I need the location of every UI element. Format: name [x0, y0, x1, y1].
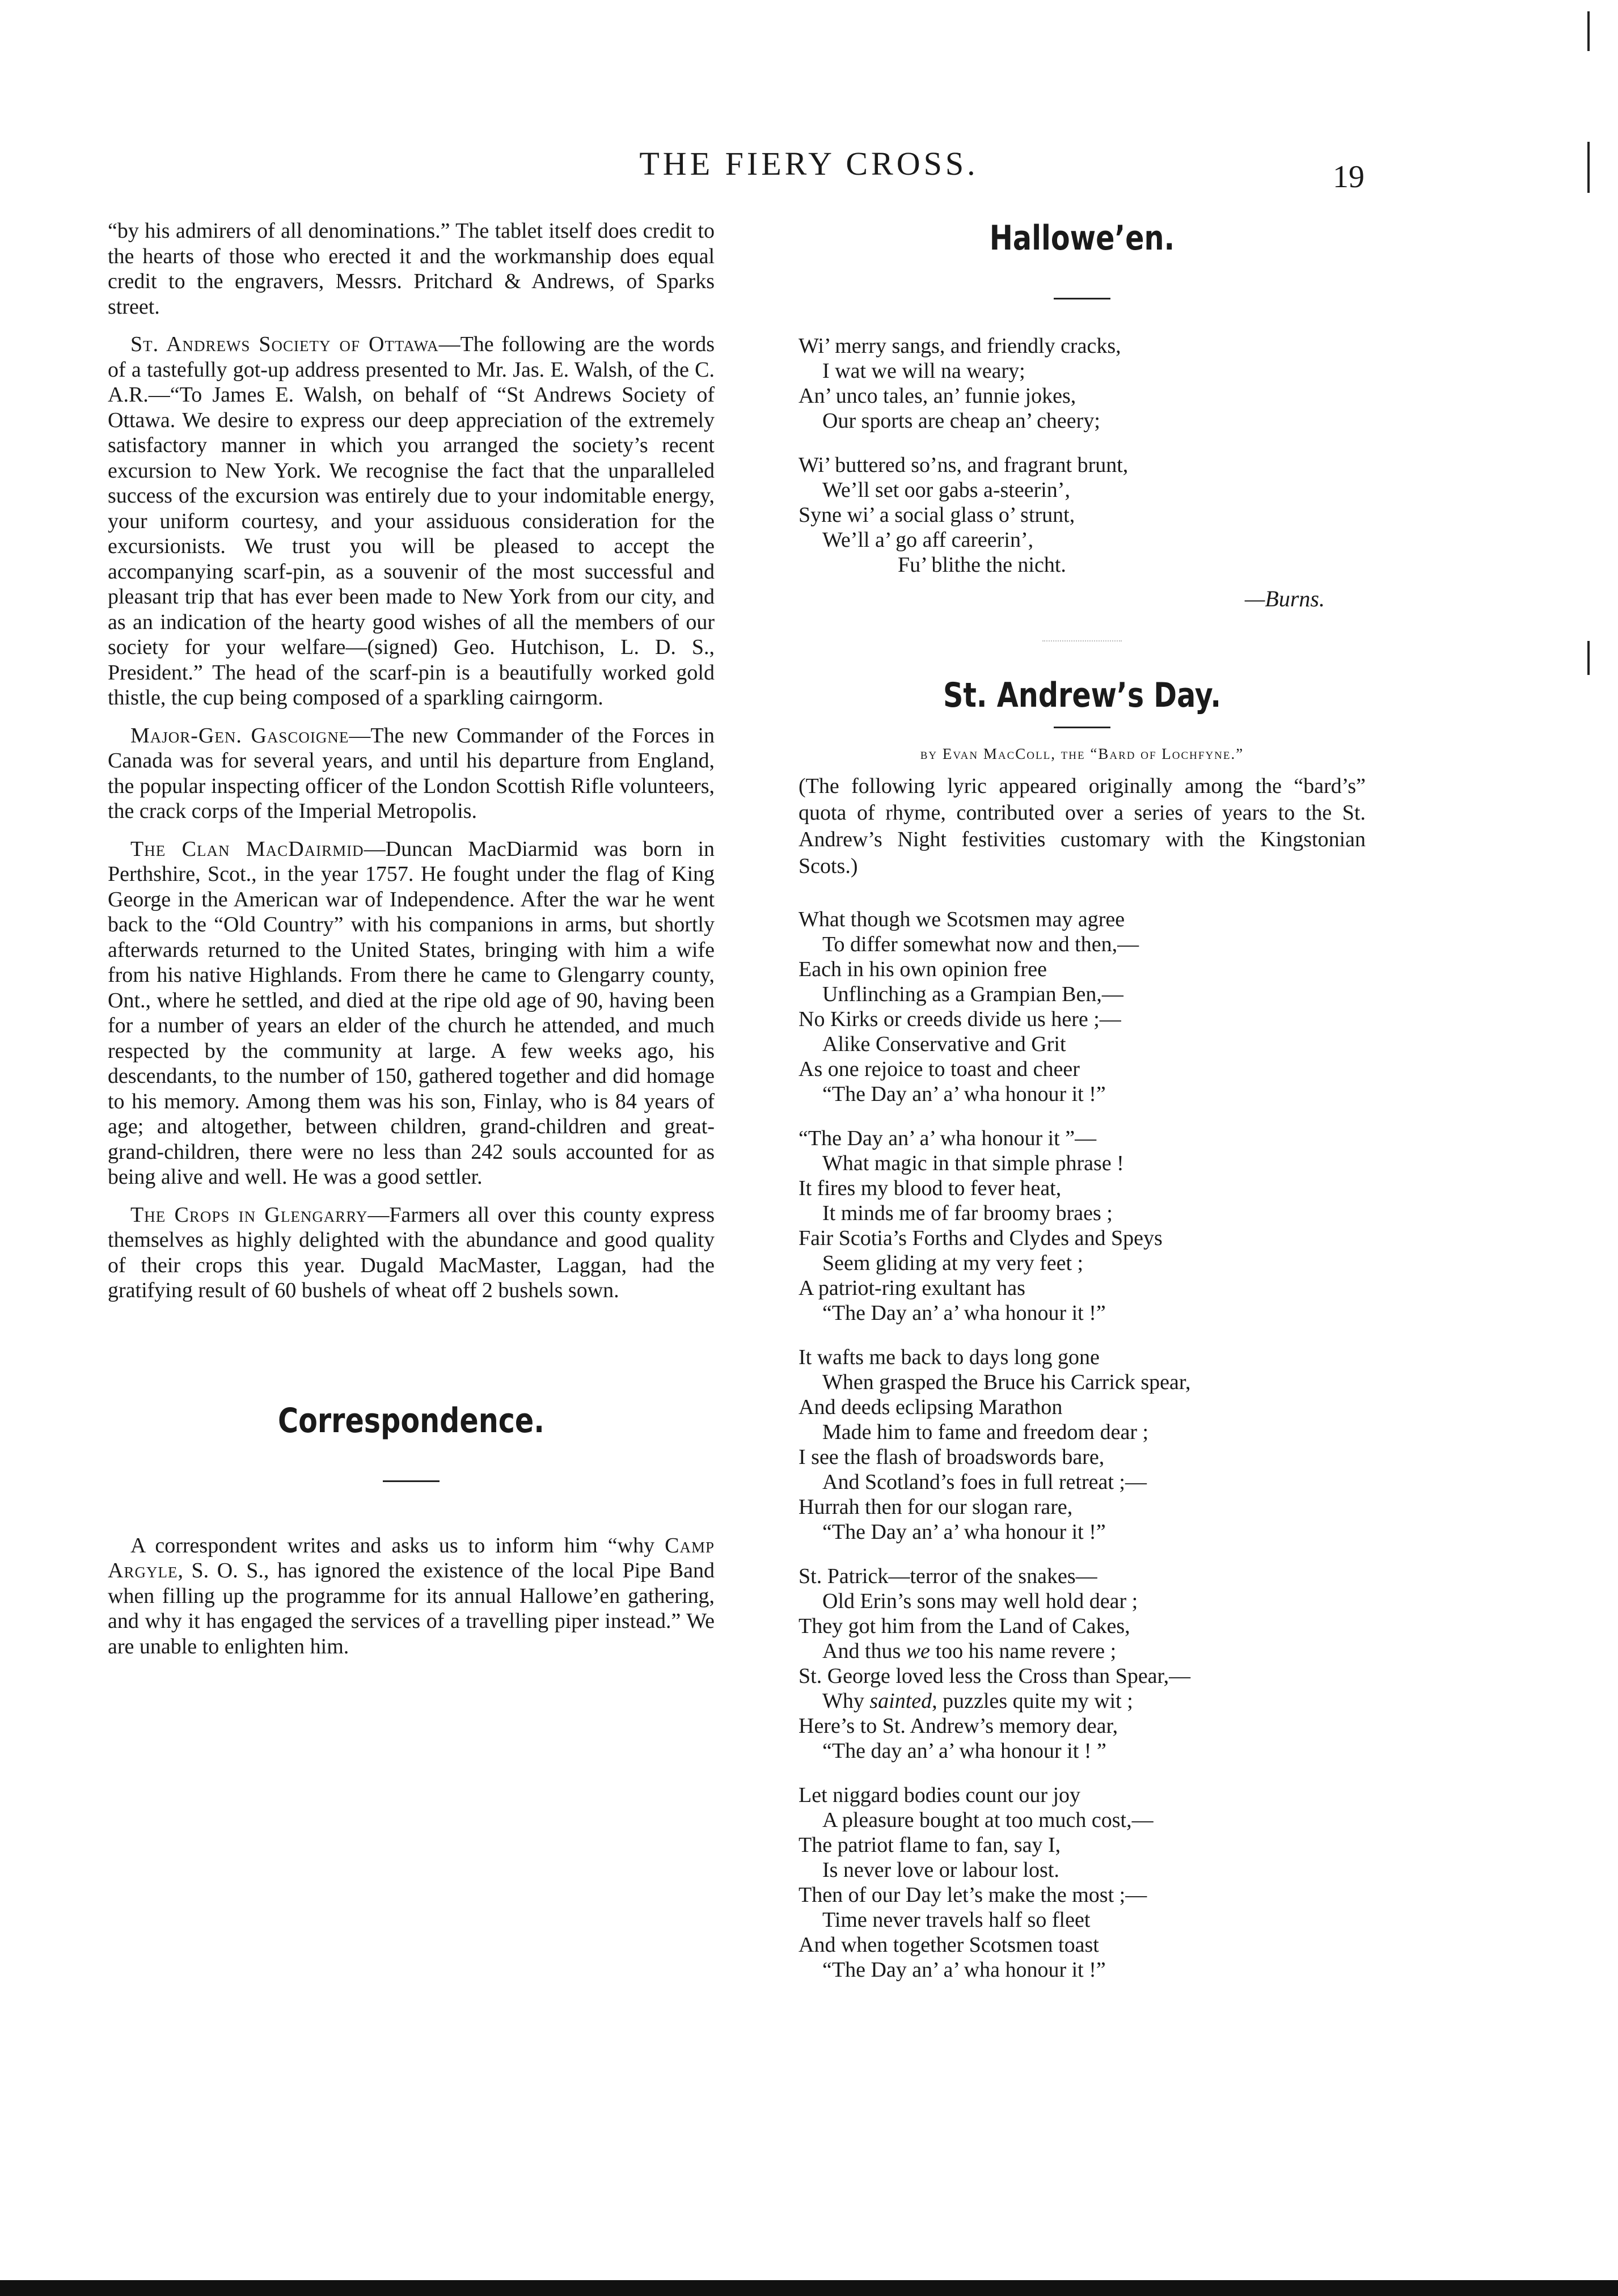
- byline: by Evan MacColl, the “Bard of Lochfyne.”: [920, 745, 1244, 762]
- paragraph-body: A correspondent writes and asks us to inform him “why: [130, 1533, 665, 1558]
- paragraph-lead: St. Andrews Society of Ottawa: [130, 332, 439, 356]
- poem-line: I wat we will na weary;: [822, 359, 1025, 383]
- poem-line: We’ll a’ go aff careerin’,: [822, 528, 1034, 552]
- st-andrews-day-heading: St. Andrew’s Day.: [943, 676, 1222, 715]
- poem-line: I see the flash of broadswords bare,: [799, 1445, 1105, 1469]
- st-andrews-day-poem: [799, 907, 1366, 1982]
- poem-line: “The Day an’ a’ wha honour it ”—: [799, 1126, 1097, 1150]
- poem-line: An’ unco tales, an’ funnie jokes,: [799, 384, 1076, 408]
- poem-line: Each in his own opinion free: [799, 957, 1047, 981]
- poem-introduction: (The following lyric appeared originally among the “bard’s” quota of rhyme, contributed over a series of years to the St. Andrew’s Night festivities customary with the Kingstonian Scots.): [799, 774, 1366, 878]
- poem-line: [799, 1639, 1366, 1664]
- poem-text: And thus: [822, 1639, 906, 1663]
- poem-line: St. Patrick—terror of the snakes—: [799, 1564, 1097, 1588]
- page-number: 19: [1333, 159, 1364, 195]
- poem-line: “The Day an’ a’ wha honour it !”: [822, 1301, 1106, 1325]
- poem-line: Unflinching as a Grampian Ben,—: [822, 982, 1123, 1006]
- running-title: THE FIERY CROSS.: [639, 145, 979, 182]
- poem-line: No Kirks or creeds divide us here ;—: [799, 1007, 1121, 1031]
- poem-line: As one rejoice to toast and cheer: [799, 1057, 1080, 1081]
- poem-line: What though we Scotsmen may agree: [799, 908, 1125, 931]
- paragraph-lead: The Crops in Glengarry: [130, 1202, 368, 1227]
- poem-stanza: [799, 1345, 1366, 1544]
- paragraph-body: —The new Commander of the Forces in Canada was for several years, and until his departure from England, the popular inspecting officer of the London Scottish Rifle volunteers, the crack corps of the Imperial Metropolis.: [108, 723, 715, 823]
- poem-line: Seem gliding at my very feet ;: [822, 1251, 1084, 1275]
- poem-line: To differ somewhat now and then,—: [822, 932, 1139, 956]
- poem-emphasis: we: [906, 1639, 931, 1663]
- halloween-poem: [799, 334, 1366, 577]
- poem-text: too his name revere ;: [930, 1639, 1117, 1663]
- binding-edge-mark: [1587, 11, 1590, 51]
- poem-line: Wi’ merry sangs, and friendly cracks,: [799, 334, 1121, 358]
- st-andrews-society-paragraph: [108, 332, 715, 711]
- poem-stanza: [799, 1783, 1366, 1982]
- poem-line: “The Day an’ a’ wha honour it !”: [822, 1082, 1106, 1106]
- paragraph-body: —Farmers all over this county express themselves as highly delighted with the abundance and good quality of their crops this year. Dugald MacMaster, Laggan, had the gratifying result of 60 bushels of wheat off 2 bushels sown.: [108, 1202, 715, 1302]
- crops-paragraph: [108, 1202, 715, 1303]
- poem-stanza: [799, 334, 1366, 433]
- poem-line: It minds me of far broomy braes ;: [822, 1201, 1113, 1225]
- poem-line: Here’s to St. Andrew’s memory dear,: [799, 1714, 1118, 1738]
- scan-bottom-edge: [0, 2280, 1618, 2296]
- paragraph-lead: The Clan MacDairmid: [130, 837, 364, 861]
- poem-line: “The Day an’ a’ wha honour it !”: [822, 1520, 1106, 1544]
- poem-line: Time never travels half so fleet: [822, 1908, 1091, 1932]
- left-column: [108, 218, 715, 1672]
- poem-stanza: [799, 1126, 1366, 1326]
- poem-line: St. George loved less the Cross than Spear,—: [799, 1664, 1191, 1688]
- poem-stanza: [799, 453, 1366, 577]
- poem-line: Made him to fame and freedom dear ;: [822, 1420, 1149, 1444]
- halloween-heading: Hallowe’en.: [989, 218, 1175, 258]
- poem-line: And deeds eclipsing Marathon: [799, 1395, 1063, 1419]
- poem-line: We’ll set oor gabs a-steerin’,: [822, 478, 1070, 502]
- poem-line: Old Erin’s sons may well hold dear ;: [822, 1589, 1138, 1613]
- poem-line: [799, 1689, 1366, 1713]
- correspondence-paragraph: [108, 1533, 715, 1660]
- right-column: [799, 218, 1366, 2002]
- binding-edge-mark: [1587, 142, 1590, 193]
- poem-line: Fu’ blithe the nicht.: [898, 553, 1066, 577]
- poem-line: It wafts me back to days long gone: [799, 1345, 1100, 1369]
- poem-line: Is never love or labour lost.: [822, 1858, 1059, 1882]
- paragraph-lead: Major-Gen. Gascoigne: [130, 723, 349, 748]
- poem-line: Fair Scotia’s Forths and Clydes and Speys: [799, 1226, 1163, 1250]
- binding-edge-mark: [1587, 641, 1590, 675]
- poem-line: Let niggard bodies count our joy: [799, 1783, 1081, 1807]
- poem-emphasis: sainted: [869, 1689, 932, 1713]
- poem-line: The patriot flame to fan, say I,: [799, 1833, 1061, 1857]
- poem-line: A patriot-ring exultant has: [799, 1276, 1025, 1300]
- poem-line: “The Day an’ a’ wha honour it !”: [822, 1958, 1106, 1982]
- poem-line: When grasped the Bruce his Carrick spear,: [822, 1370, 1191, 1394]
- paragraph-body: —Duncan MacDiarmid was born in Perthshire, Scot., in the year 1757. He fought under the flag of King George in the American war of Independence. After the war he went back to the “Old Country” with his companions in arms, but shortly afterwards returned to the United States, bringing with him a wife from his native Highlands. From there he came to Glengarry county, Ont., where he settled, and died at the ripe old age of 90, having been for a number of years an elder of the church he attended, and much respected by the community at large. A few weeks ago, his descendants, to the number of 150, gathered together and did homage to his memory. Among them was his son, Finlay, who is 84 years of age; and altogether, between children, grand-children and great-grand-children, there were no less than 242 souls accounted for as being alive and well. He was a good settler.: [108, 837, 715, 1189]
- paragraph-body: —The following are the words of a tastefully got-up address presented to Mr. Jas. E. Walsh, of the C. A.R.—“To James E. Walsh, on behalf of “St Andrews Society of Ottawa. We desire to express our deep appreciation of the extremely satisfactory manner in which you arranged the society’s recent excursion to New York. We recognise the fact that the unparalleled success of the excursion was entirely due to your indomitable energy, your uniform courtesy, and your assiduous consideration for the excursionists. We trust you will be pleased to accept the accompanying scarf-pin, as a souvenir of the most successful and pleasant trip that has ever been made to New York from our city, and as an indication of the hearty good wishes of all the members of our society for your welfare—(signed) Geo. Hutchison, L. D. S., President.” The head of the scarf-pin is a beautifully worked gold thistle, the cup being composed of a sparkling cairngorm.: [108, 332, 715, 710]
- poem-line: And when together Scotsmen toast: [799, 1933, 1099, 1957]
- poem-line: A pleasure bought at too much cost,—: [822, 1808, 1154, 1832]
- tablet-paragraph: “by his admirers of all denominations.” The tablet itself does credit to the hearts of those who erected it and the workmanship does equal credit to the engravers, Messrs. Pritchard & Andrews, of Sparks street.: [108, 219, 715, 319]
- poem-line: They got him from the Land of Cakes,: [799, 1614, 1130, 1638]
- poem-line: Wi’ buttered so’ns, and fragrant brunt,: [799, 453, 1129, 477]
- poem-line: Syne wi’ a social glass o’ strunt,: [799, 503, 1075, 527]
- clan-macdairmid-paragraph: [108, 837, 715, 1190]
- poem-line: Our sports are cheap an’ cheery;: [822, 409, 1100, 433]
- gascoigne-paragraph: [108, 723, 715, 824]
- poem-line: Alike Conservative and Grit: [822, 1032, 1066, 1056]
- poem-line: “The day an’ a’ wha honour it ! ”: [822, 1739, 1106, 1763]
- poem-text: , puzzles quite my wit ;: [932, 1689, 1133, 1713]
- poem-line: It fires my blood to fever heat,: [799, 1176, 1062, 1200]
- paragraph-lead: Camp Argyle: [108, 1533, 715, 1582]
- poem-attribution: —Burns.: [1244, 586, 1325, 611]
- poem-text: Why: [822, 1689, 870, 1713]
- poem-line: Then of our Day let’s make the most ;—: [799, 1883, 1147, 1907]
- poem-line: Hurrah then for our slogan rare,: [799, 1495, 1073, 1519]
- poem-line: And Scotland’s foes in full retreat ;—: [822, 1470, 1147, 1494]
- correspondence-heading: Correspondence.: [278, 1400, 544, 1441]
- poem-line: What magic in that simple phrase !: [822, 1151, 1124, 1175]
- paragraph-body: , S. O. S., has ignored the existence of the local Pipe Band when filling up the programme for its annual Hallowe’en gathering, and why it has engaged the services of a travelling piper instead.” We are unable to enlighten him.: [108, 1559, 715, 1658]
- poem-stanza: [799, 1564, 1366, 1763]
- poem-stanza: [799, 907, 1366, 1107]
